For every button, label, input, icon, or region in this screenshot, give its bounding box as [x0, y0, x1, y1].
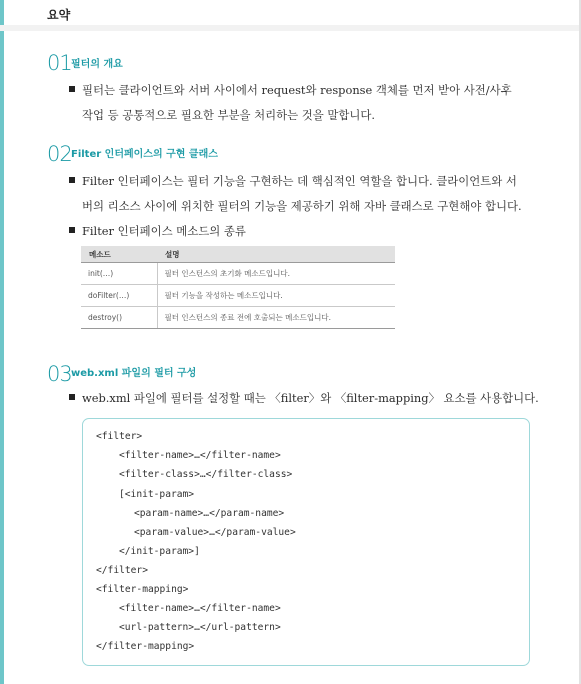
- code-line: <filter-name>…</filter-name>: [119, 603, 281, 614]
- table-row: [81, 285, 395, 307]
- table-row: [81, 307, 395, 329]
- paragraph-filter-overview: [69, 78, 539, 128]
- text-line: 필터는 클라이언트와 서버 사이에서 request와 response 객체를 먼저 받아 사전/사후: [82, 83, 512, 97]
- method-desc-cell: 필터 인스턴스의 종료 전에 호출되는 메소드입니다.: [157, 307, 395, 329]
- text-line: 작업 등 공통적으로 필요한 부분을 처리하는 것을 말합니다.: [82, 108, 376, 122]
- code-line: </init-param>]: [119, 546, 200, 557]
- section-number: 01: [47, 51, 72, 75]
- section-number: 02: [47, 142, 72, 166]
- text-line: Filter 인터페이스는 필터 기능을 구현하는 데 핵심적인 역할을 합니다. 클라이언트와 서: [82, 174, 517, 188]
- page-title: 요약: [47, 8, 71, 22]
- method-desc-cell: 필터 인스턴스의 초기화 메소드입니다.: [157, 263, 395, 285]
- table-header-cell: 메소드: [81, 246, 157, 263]
- bullet-line: [69, 386, 539, 411]
- code-line: [<init-param>: [119, 489, 195, 500]
- code-line: <param-name>…</param-name>: [134, 508, 285, 519]
- bullet-icon: [69, 394, 75, 400]
- table-header-row: [81, 246, 395, 263]
- bullet-line: [69, 169, 539, 194]
- code-line: <url-pattern>…</url-pattern>: [119, 622, 281, 633]
- code-line: <filter-mapping>: [96, 584, 189, 595]
- code-line: </filter>: [96, 565, 148, 576]
- bullet-icon: [69, 177, 75, 183]
- header-divider: [0, 25, 579, 31]
- code-line: <param-value>…</param-value>: [134, 527, 296, 538]
- paragraph-webxml: [69, 386, 539, 411]
- method-name-cell: init(…): [81, 263, 157, 285]
- code-line: </filter-mapping>: [96, 641, 195, 652]
- page-edge-accent: [0, 0, 4, 684]
- text-line: 버의 리소스 사이에 위치한 필터의 기능을 제공하기 위해 자바 클래스로 구현해야 합니다.: [82, 199, 522, 213]
- bullet-icon: [69, 86, 75, 92]
- method-desc-cell: 필터 기능을 작성하는 메소드입니다.: [157, 285, 395, 307]
- table-header-cell: 설명: [157, 246, 395, 263]
- bullet-line: [69, 78, 539, 103]
- section-number: 03: [47, 362, 72, 386]
- code-line: <filter-name>…</filter-name>: [119, 450, 281, 461]
- method-name-cell: destroy(): [81, 307, 157, 329]
- section-title: Filter 인터페이스의 구현 클래스: [71, 149, 218, 160]
- text-line: Filter 인터페이스 메소드의 종류: [82, 224, 246, 238]
- paragraph-filter-interface: [69, 169, 539, 244]
- method-name-cell: doFilter(…): [81, 285, 157, 307]
- code-line: <filter-class>…</filter-class>: [119, 469, 293, 480]
- table-row: [81, 263, 395, 285]
- text-line: web.xml 파일에 필터를 설정할 때는 〈filter〉와 〈filter-mapping〉 요소를 사용합니다.: [82, 391, 539, 405]
- method-table: [81, 246, 395, 329]
- section-title: web.xml 파일의 필터 구성: [71, 368, 197, 379]
- code-block: [82, 418, 530, 666]
- section-title: 필터의 개요: [71, 59, 123, 70]
- code-line: <filter>: [96, 431, 143, 442]
- bullet-line: [69, 219, 539, 244]
- bullet-icon: [69, 227, 75, 233]
